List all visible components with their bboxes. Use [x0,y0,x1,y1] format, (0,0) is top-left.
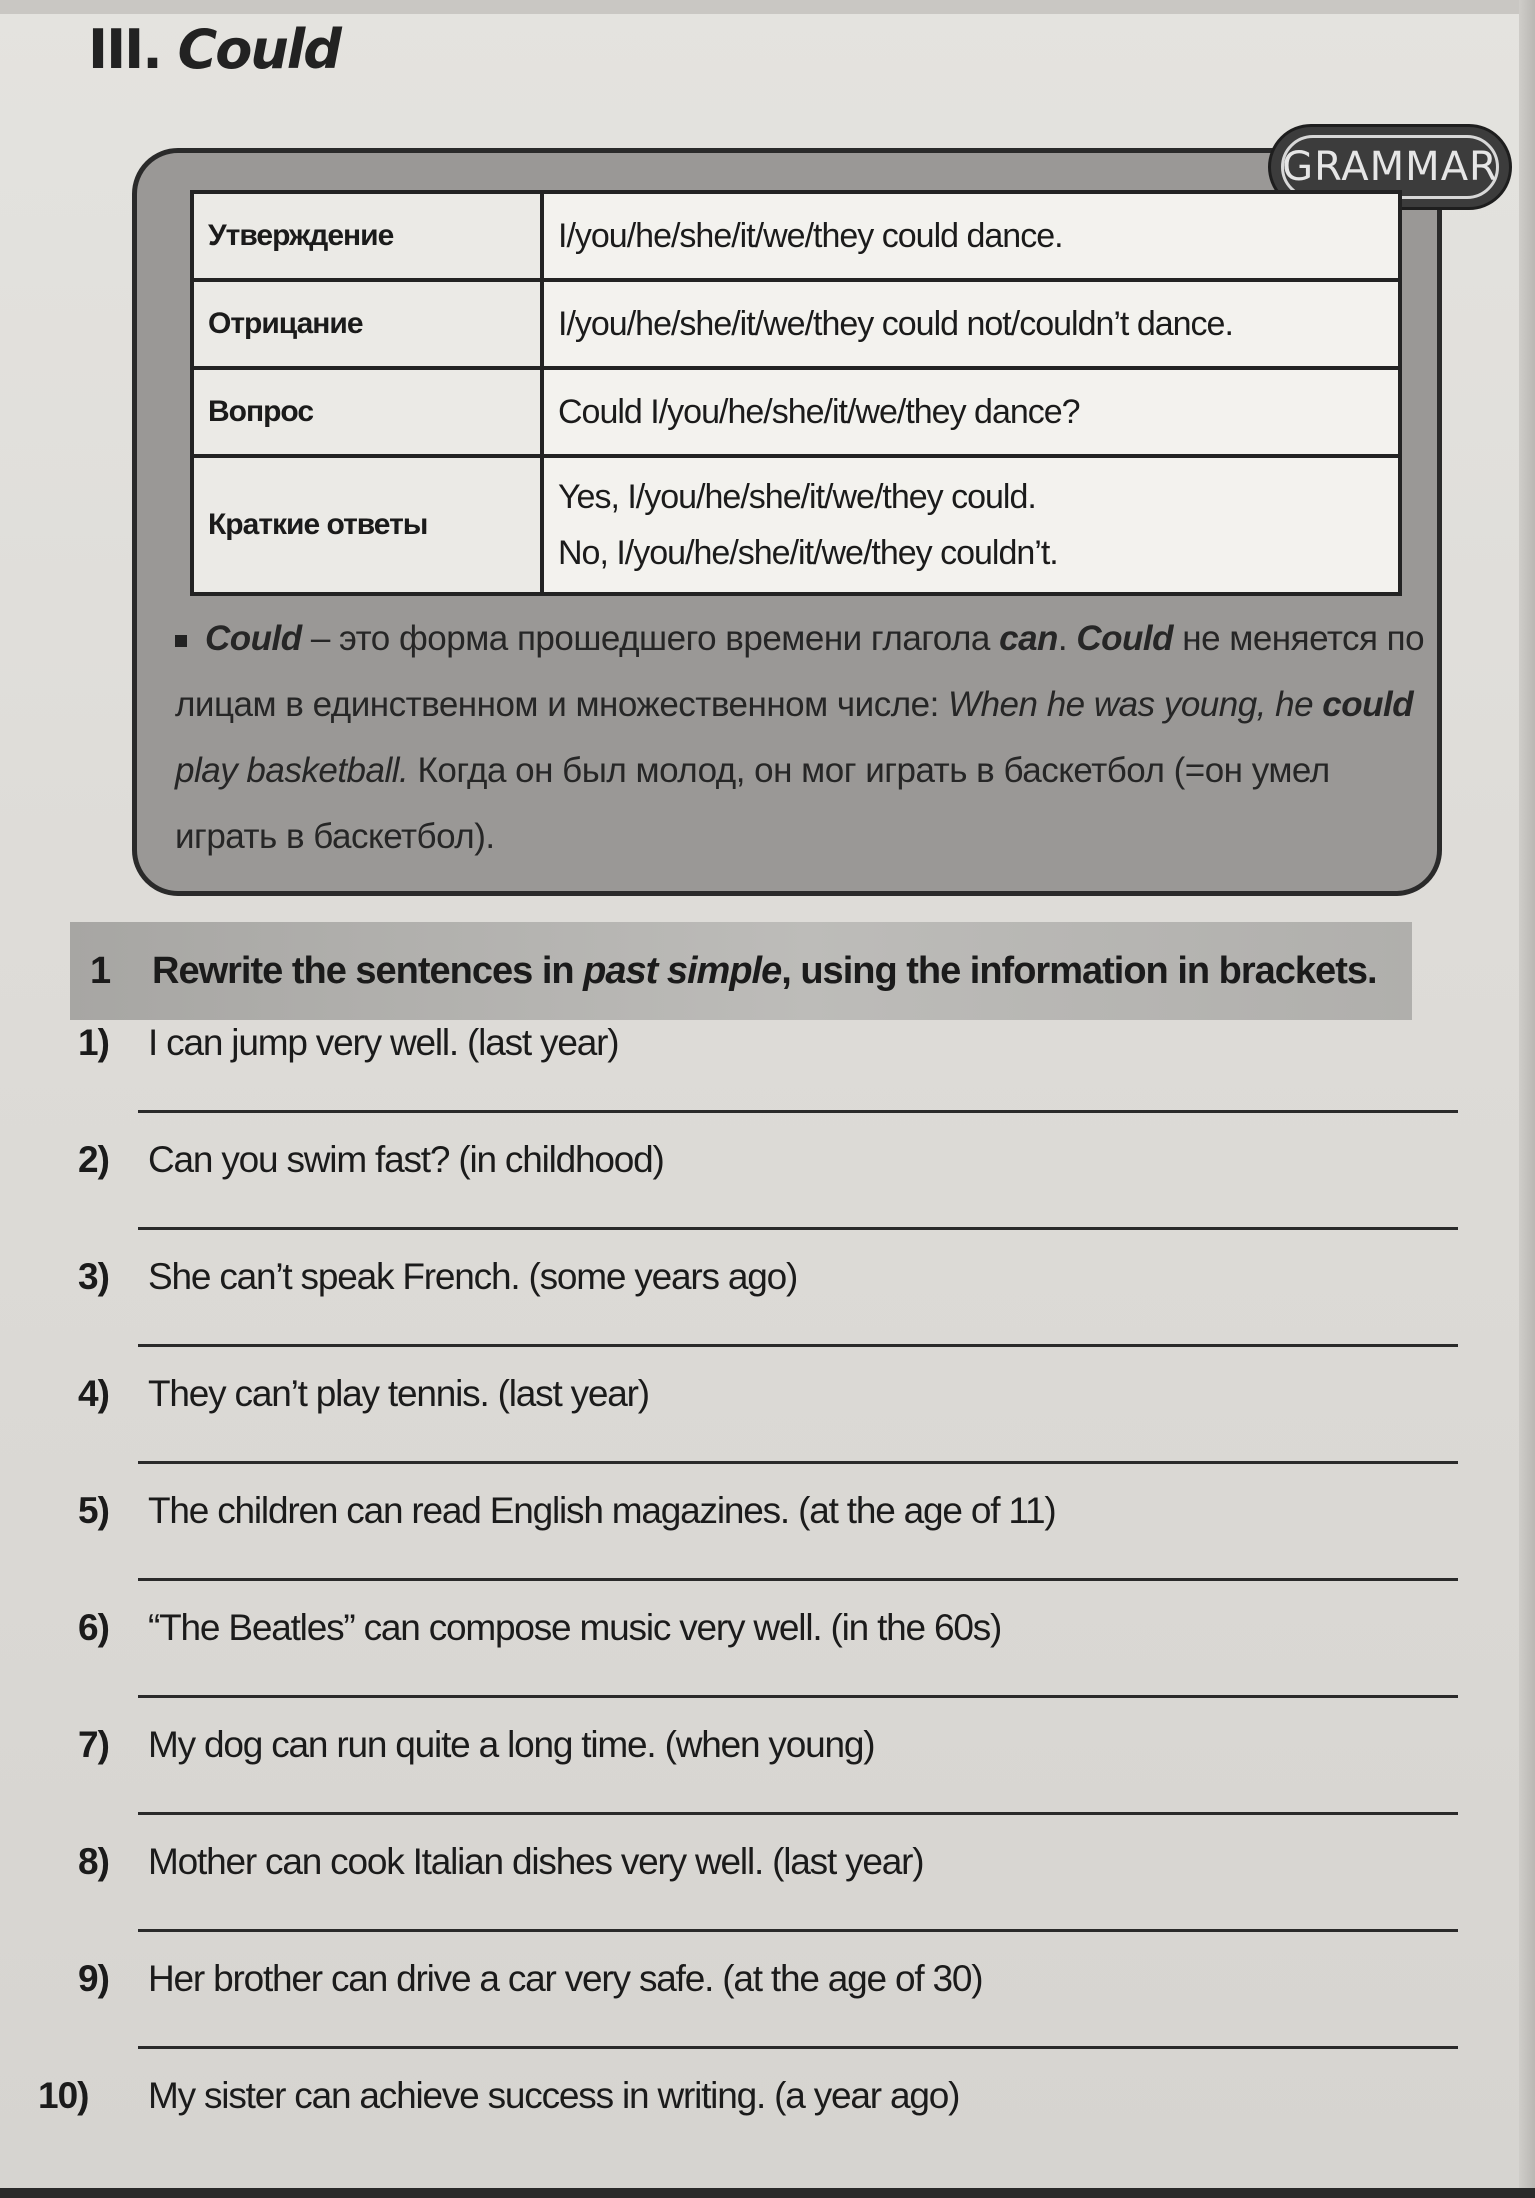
answer-line[interactable] [138,1227,1458,1230]
item-sentence: She can’t speak French. (some years ago) [148,1256,798,1297]
answer-line[interactable] [138,2046,1458,2049]
grammar-value-line: Yes, I/you/he/she/it/we/they could. [558,478,1036,516]
item-sentence: The children can read English magazines. (at the age of 11) [148,1490,1056,1531]
grammar-badge-label: GRAMMAR [1281,135,1499,199]
grammar-row-value [542,456,1400,594]
page-top-edge [0,0,1535,14]
page-bottom-edge [0,2188,1535,2198]
note-term: can [999,619,1058,658]
note-text: не меняется по лицам в единственном и множественном числе: [175,619,1425,724]
grammar-row-short-answers [192,456,1400,594]
grammar-note [175,606,1425,870]
exercise-item [38,1363,1458,1480]
answer-line[interactable] [138,1929,1458,1932]
exercise-instruction [152,950,1377,993]
exercise-item [38,2065,1458,2182]
grammar-row-question [192,368,1400,456]
answer-line[interactable] [138,1344,1458,1347]
grammar-value-line: No, I/you/he/she/it/we/they couldn’t. [558,534,1058,572]
item-number: 7) [78,1724,109,1765]
grammar-row-label: Отрицание [192,280,542,368]
item-number: 2) [78,1139,109,1180]
exercise-item [38,1129,1458,1246]
grammar-row-negative [192,280,1400,368]
answer-line[interactable] [138,1110,1458,1113]
instruction-part: , using the information in brackets. [781,949,1377,992]
item-sentence: Mother can cook Italian dishes very well. (last year) [148,1841,924,1882]
exercise-number: 1 [90,949,111,992]
item-number: 1) [78,1022,109,1063]
answer-line[interactable] [138,1578,1458,1581]
grammar-value-line: I/you/he/she/it/we/they could not/couldn’t dance. [558,305,1233,343]
grammar-row-label: Утверждение [192,192,542,280]
grammar-row-label: Краткие ответы [192,456,542,594]
item-number: 8) [78,1841,109,1882]
item-sentence: “The Beatles” can compose music very well. (in the 60s) [148,1607,1002,1648]
item-number: 6) [78,1607,109,1648]
item-number: 3) [78,1256,109,1297]
exercise-item [38,1597,1458,1714]
note-example: When he was young, he [948,685,1323,724]
exercise-item [38,1831,1458,1948]
item-number: 5) [78,1490,109,1531]
grammar-value-line: Could I/you/he/she/it/we/they dance? [558,393,1080,431]
exercise-item [38,1246,1458,1363]
section-numeral: III. [88,18,161,81]
item-sentence: I can jump very well. (last year) [148,1022,619,1063]
page-right-edge [1519,0,1535,2198]
instruction-part: past simple [583,949,782,992]
item-sentence: Can you swim fast? (in childhood) [148,1139,664,1180]
grammar-row-affirmative [192,192,1400,280]
grammar-value-line: I/you/he/she/it/we/they could dance. [558,217,1063,255]
note-translation: Когда он был молод, он мог играть в баскетбол (=он умел играть в баскетбол). [175,751,1330,856]
instruction-part: Rewrite the sentences in [152,949,584,992]
answer-line[interactable] [138,1812,1458,1815]
item-sentence: They can’t play tennis. (last year) [148,1373,649,1414]
exercise-item [38,1714,1458,1831]
item-number: 10) [38,2075,89,2116]
exercise-item [38,1012,1458,1129]
section-title-word: Could [177,18,340,81]
grammar-table [190,190,1402,596]
grammar-row-value [542,192,1400,280]
note-text: – это форма прошедшего времени глагола [301,619,1000,658]
exercise-items [38,1012,1458,2182]
item-sentence: My dog can run quite a long time. (when young) [148,1724,875,1765]
answer-line[interactable] [138,1695,1458,1698]
item-sentence: My sister can achieve success in writing. (a year ago) [148,2075,960,2116]
exercise-item [38,1480,1458,1597]
item-number: 9) [78,1958,109,1999]
section-title [88,18,340,81]
grammar-row-label: Вопрос [192,368,542,456]
note-text: . [1057,619,1077,658]
item-number: 4) [78,1373,109,1414]
item-sentence: Her brother can drive a car very safe. (at the age of 30) [148,1958,983,1999]
note-term: Could [205,619,302,658]
note-term: Could [1076,619,1174,658]
note-term: could [1322,685,1414,724]
exercise-item [38,1948,1458,2065]
exercise-header [70,922,1412,1020]
grammar-row-value [542,280,1400,368]
answer-line[interactable] [138,1461,1458,1464]
grammar-row-value [542,368,1400,456]
note-example: play basketball. [175,751,409,790]
bullet-icon [175,635,187,647]
